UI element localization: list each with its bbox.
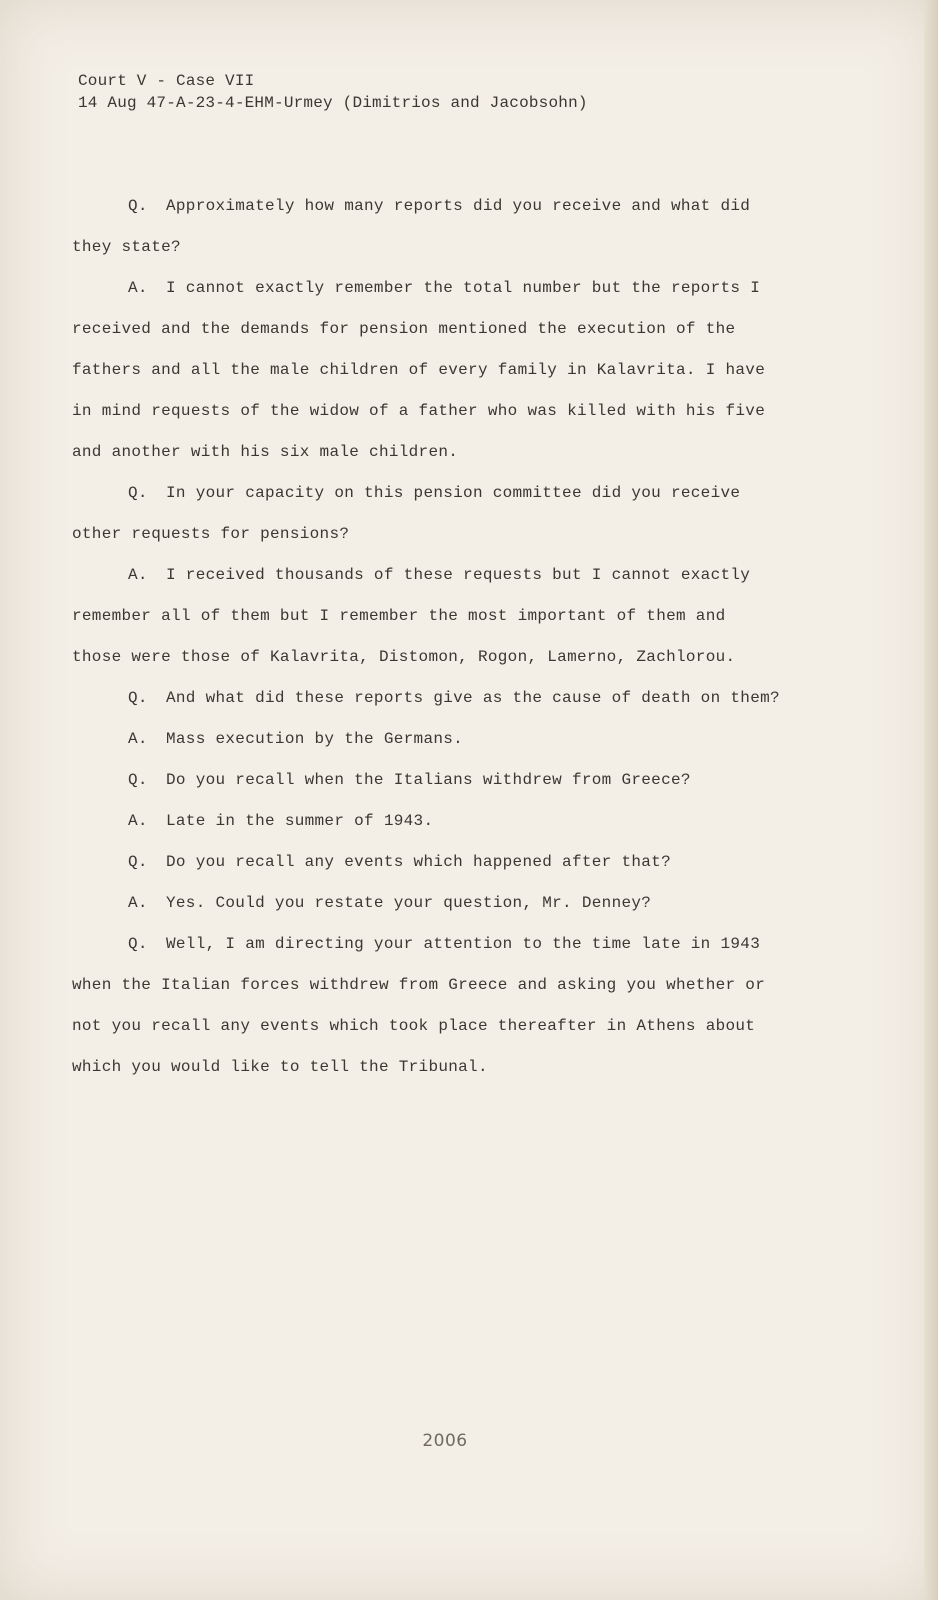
answer-paragraph: [72, 801, 832, 842]
transcript-line: fathers and all the male children of every family in Kalavrita. I have: [72, 361, 766, 379]
line-text: Late in the summer of 1943.: [166, 812, 434, 830]
transcript-line: received and the demands for pension mentioned the execution of the: [72, 320, 736, 338]
line-text: I cannot exactly remember the total number but the reports I: [166, 279, 761, 297]
line-text: Approximately how many reports did you receive and what did: [166, 197, 751, 215]
transcript-line: they state?: [72, 238, 181, 256]
transcript-line: [72, 473, 832, 514]
transcript-line: in mind requests of the widow of a father who was killed with his five: [72, 402, 766, 420]
line-text: And what did these reports give as the cause of death on them?: [166, 689, 780, 707]
transcript-line: [72, 555, 832, 596]
transcript-line: and another with his six male children.: [72, 443, 459, 461]
speaker-marker: Q.: [128, 771, 148, 789]
question-paragraph: [72, 473, 832, 555]
speaker-marker: Q.: [128, 853, 148, 871]
line-text: Yes. Could you restate your question, Mr. Denney?: [166, 894, 652, 912]
transcript-line: [72, 883, 832, 924]
page-edge: [924, 0, 938, 1600]
question-paragraph: [72, 678, 832, 719]
answer-paragraph: [72, 719, 832, 760]
court-case-line: Court V - Case VII: [78, 72, 255, 90]
session-reference-line: 14 Aug 47-A-23-4-EHM-Urmey (Dimitrios and Jacobsohn): [78, 94, 588, 112]
speaker-marker: Q.: [128, 484, 148, 502]
transcript-line: when the Italian forces withdrew from Greece and asking you whether or: [72, 976, 766, 994]
transcript-line: remember all of them but I remember the most important of them and: [72, 607, 726, 625]
speaker-marker: Q.: [128, 935, 148, 953]
transcript-body: [72, 186, 832, 1088]
document-header: [78, 70, 588, 114]
transcript-line: which you would like to tell the Tribunal.: [72, 1058, 488, 1076]
answer-paragraph: [72, 555, 832, 678]
answer-paragraph: [72, 268, 832, 473]
question-paragraph: [72, 186, 832, 268]
speaker-marker: Q.: [128, 689, 148, 707]
transcript-line: [72, 268, 832, 309]
speaker-marker: A.: [128, 812, 148, 830]
line-text: I received thousands of these requests but I cannot exactly: [166, 566, 751, 584]
line-text: Do you recall when the Italians withdrew from Greece?: [166, 771, 691, 789]
question-paragraph: [72, 924, 832, 1088]
line-text: In your capacity on this pension committee did you receive: [166, 484, 741, 502]
transcript-line: [72, 924, 832, 965]
speaker-marker: A.: [128, 566, 148, 584]
page-number: 2006: [422, 1431, 468, 1451]
speaker-marker: A.: [128, 894, 148, 912]
transcript-line: other requests for pensions?: [72, 525, 350, 543]
transcript-line: [72, 678, 832, 719]
transcript-line: [72, 186, 832, 227]
line-text: Well, I am directing your attention to the time late in 1943: [166, 935, 761, 953]
transcript-line: not you recall any events which took place thereafter in Athens about: [72, 1017, 756, 1035]
question-paragraph: [72, 760, 832, 801]
transcript-line: those were those of Kalavrita, Distomon, Rogon, Lamerno, Zachlorou.: [72, 648, 736, 666]
transcript-line: [72, 801, 832, 842]
line-text: Do you recall any events which happened after that?: [166, 853, 671, 871]
line-text: Mass execution by the Germans.: [166, 730, 464, 748]
transcript-line: [72, 842, 832, 883]
speaker-marker: Q.: [128, 197, 148, 215]
answer-paragraph: [72, 883, 832, 924]
speaker-marker: A.: [128, 279, 148, 297]
speaker-marker: A.: [128, 730, 148, 748]
transcript-line: [72, 719, 832, 760]
question-paragraph: [72, 842, 832, 883]
transcript-line: [72, 760, 832, 801]
